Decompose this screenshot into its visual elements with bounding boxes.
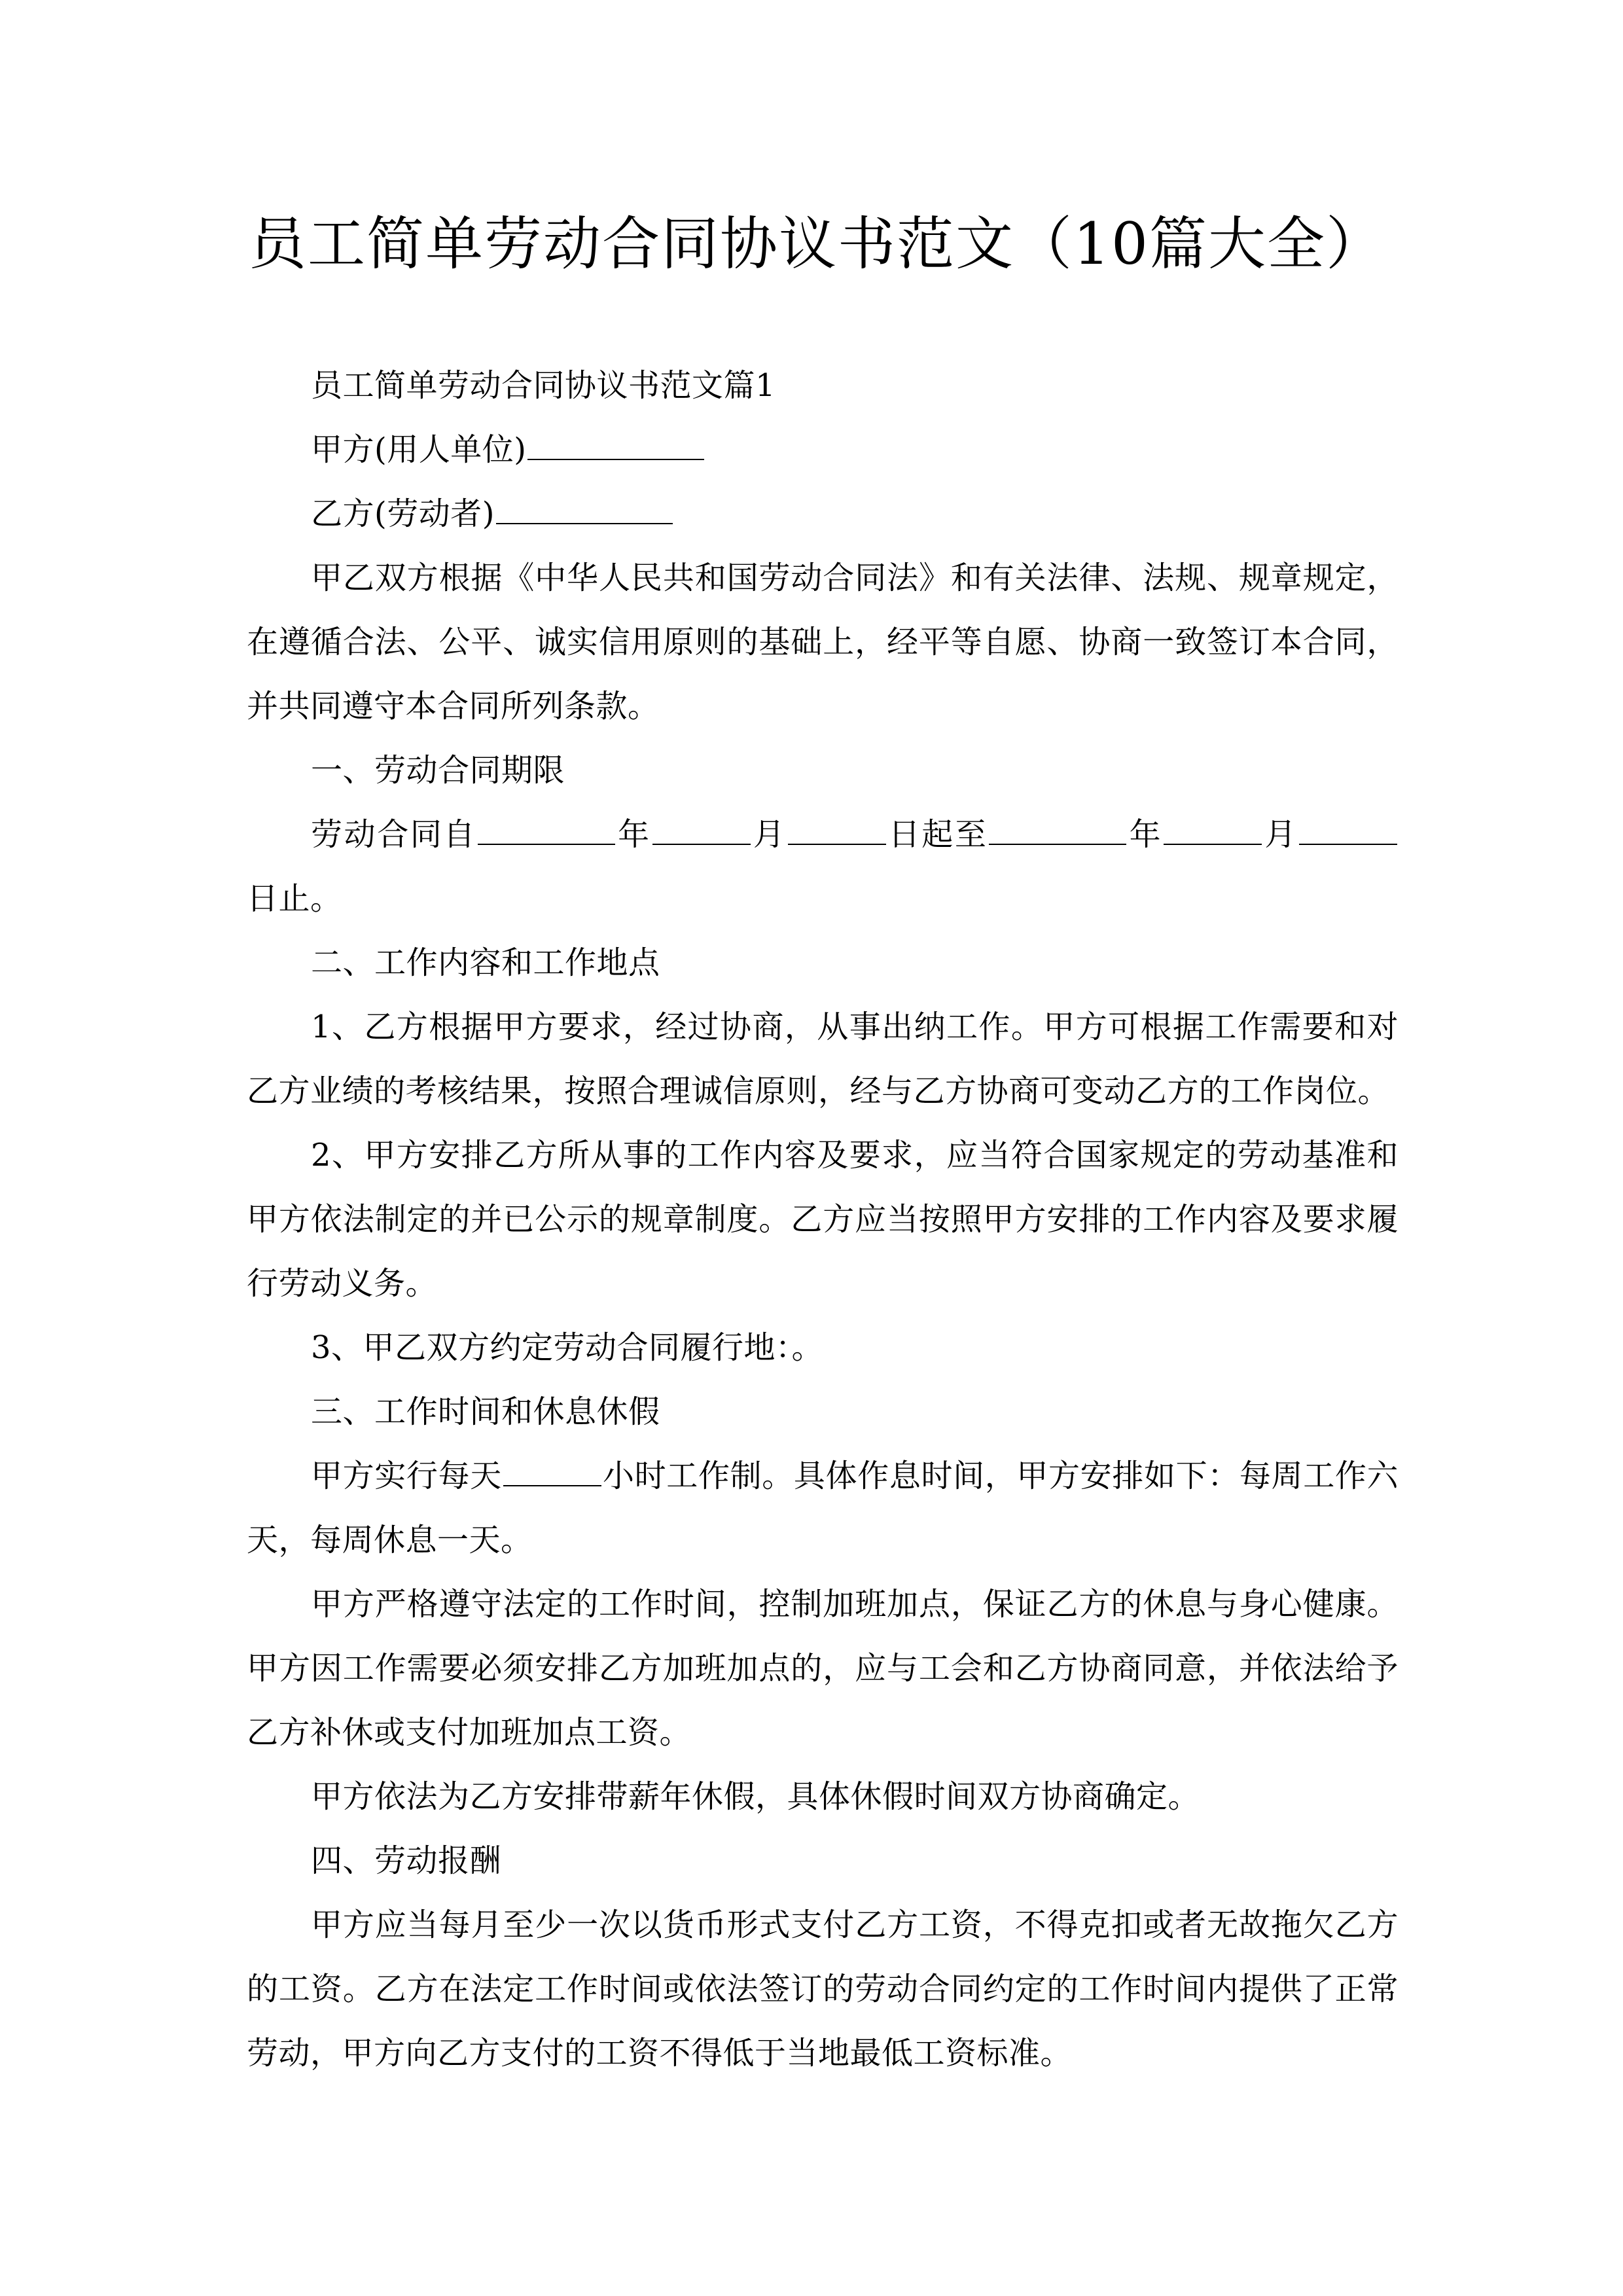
work-hours-suffix: 小时工作制。具体作息时间，甲方安排如下：每周工作六天，每周休息一天。 [247, 1458, 1399, 1558]
party-a-label: 甲方(用人单位) [311, 431, 527, 468]
hours-per-day-blank [503, 1456, 601, 1486]
start-day-blank [788, 815, 886, 845]
clause-4-heading: 四、劳动报酬 [311, 1842, 502, 1879]
document-title: 员工简单劳动合同协议书范文（10篇大全） [249, 210, 1385, 278]
party-b-line [247, 482, 1399, 546]
preamble-paragraph: 甲乙双方根据《中华人民共和国劳动合同法》和有关法律、法规、规章规定，在遵循合法、公平、诚实信用原则的基础上，经平等自愿、协商一致签订本合同，并共同遵守本合同所列条款。 [247, 560, 1399, 725]
clause-3-heading: 三、工作时间和休息休假 [311, 1393, 660, 1430]
term-month2-label: 月 [1263, 816, 1298, 853]
start-year-blank [478, 815, 615, 845]
clause-1-heading: 一、劳动合同期限 [311, 752, 565, 789]
start-month-blank [652, 815, 751, 845]
clause-3-paragraph-1 [247, 1444, 1399, 1572]
clause-2-item-1: 1、乙方根据甲方要求，经过协商，从事出纳工作。甲方可根据工作需要和对乙方业绩的考核结果，按照合理诚信原则，经与乙方协商可变动乙方的工作岗位。 [247, 1009, 1399, 1109]
clause-2-item-2: 2、甲方安排乙方所从事的工作内容及要求，应当符合国家规定的劳动基准和甲方依法制定的并已公示的规章制度。乙方应当按照甲方安排的工作内容及要求履行劳动义务。 [247, 1137, 1399, 1302]
clause-4-paragraph-1: 甲方应当每月至少一次以货币形式支付乙方工资，不得克扣或者无故拖欠乙方的工资。乙方在法定工作时间或依法签订的劳动合同约定的工作时间内提供了正常劳动，甲方向乙方支付的工资不得低于当地最低工资标准。 [247, 1907, 1399, 2072]
term-day-start-label: 日起至 [887, 816, 988, 853]
term-year2-label: 年 [1128, 816, 1163, 853]
term-prefix: 劳动合同自 [311, 816, 477, 853]
clause-3-paragraph-2: 甲方严格遵守法定的工作时间，控制加班加点，保证乙方的休息与身心健康。甲方因工作需要必须安排乙方加班加点的，应与工会和乙方协商同意，并依法给予乙方补休或支付加班加点工资。 [247, 1586, 1399, 1751]
party-a-line [247, 418, 1399, 482]
end-year-blank [989, 815, 1126, 845]
party-b-label: 乙方(劳动者) [311, 495, 495, 532]
party-b-blank [496, 494, 673, 524]
term-year-label: 年 [616, 816, 651, 853]
term-month-label: 月 [751, 816, 787, 853]
contract-term-line [247, 802, 1399, 931]
clause-2-item-3: 3、甲乙双方约定劳动合同履行地：。 [311, 1329, 824, 1366]
term-end-label: 日止。 [247, 880, 342, 917]
end-month-blank [1164, 815, 1262, 845]
end-day-blank [1299, 815, 1397, 845]
clause-3-paragraph-3: 甲方依法为乙方安排带薪年休假，具体休假时间双方协商确定。 [311, 1778, 1200, 1815]
work-hours-prefix: 甲方实行每天 [311, 1458, 502, 1494]
clause-2-heading: 二、工作内容和工作地点 [311, 944, 660, 981]
document-body [247, 353, 1399, 2085]
party-a-blank [527, 430, 704, 460]
section-heading: 员工简单劳动合同协议书范文篇1 [311, 367, 776, 404]
